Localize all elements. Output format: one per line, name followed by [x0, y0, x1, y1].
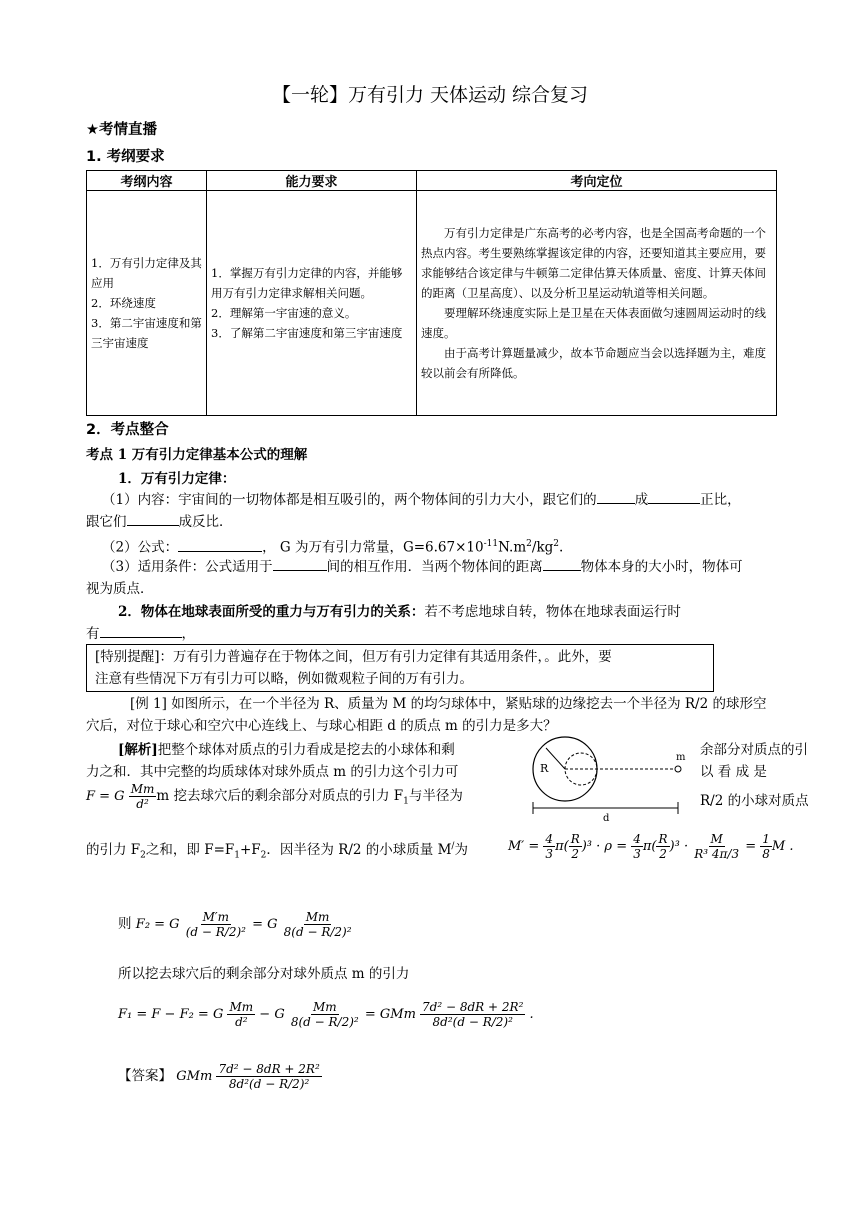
table-cell-direction [417, 191, 777, 416]
blank-6[interactable] [100, 623, 182, 638]
gravity-relation-line2: 有 ， [86, 622, 195, 646]
subsection-points: 2．考点整合 [86, 422, 169, 438]
formula-F1-line [118, 1000, 534, 1029]
section-header: ★考情直播 [86, 122, 157, 138]
radius-line [546, 748, 565, 769]
table-cell-ability [207, 191, 417, 416]
direction-paragraph: 万有引力定律是广东高考的必考内容，也是全国高考命题的一个热点内容。考生要熟练掌握该定律的内容，还要知道其主要应用，要求能够结合该定律与牛顿第二定律估算天体质量、密度、计算天体间的距离（卫星高度）、以及分析卫星运动轨道等相关问题。 [421, 226, 766, 300]
formula-F2: F₂ = G $\frac{M'm}{\text{(d − R/2)²}}$ = G $\frac{Mm}{\text{8(d − R/2)²}}$ [135, 910, 352, 939]
blank-formula[interactable] [178, 537, 262, 552]
analysis-line1-right: 余部分对质点的引 [700, 742, 808, 758]
content-item: 3．第二宇宙速度和第三宇宙速度 [91, 316, 202, 350]
point-mass [675, 766, 681, 772]
blank-1[interactable] [597, 489, 635, 504]
blank-2[interactable] [648, 489, 700, 504]
law-condition-line1: （3）适用条件：公式适用于 间的相互作用．当两个物体间的距离 物体本身的大小时，物体可 [102, 555, 792, 579]
analysis-line2: 力之和．其中完整的均质球体对球外质点 m 的引力这个引力可 [86, 764, 459, 780]
law-content-line1: （1）内容：宇宙间的一切物体都是相互吸引的，两个物体间的引力大小，跟它们的 成 正比， [102, 488, 782, 512]
label-m: m [676, 752, 686, 763]
label-R: R [540, 762, 549, 775]
law-condition-line2: 视为质点． [86, 581, 154, 597]
blank-4[interactable] [273, 556, 327, 571]
table-header-content: 考纲内容 [87, 171, 207, 191]
blank-5[interactable] [543, 556, 581, 571]
direction-paragraph: 由于高考计算题量减少，故本节命题应当会以选择题为主，难度较以前会有所降低。 [421, 346, 766, 380]
content-item: 2．环绕速度 [91, 296, 156, 310]
analysis-line3-right: R/2 的小球对质点 [700, 793, 809, 809]
ability-item: 2．理解第一宇宙速的意义。 [211, 306, 357, 320]
subsection-syllabus: 1. 考纲要求 [86, 149, 165, 165]
ability-item: 1．掌握万有引力定律的内容，并能够用万有引力定律求解相关问题。 [211, 266, 403, 300]
analysis-line2-right: 以 看 成 是 [700, 764, 767, 780]
item-1-title: 1．万有引力定律： [118, 471, 236, 487]
formula-F2-line: 则 F₂ = G $\frac{M'm}{\text{(d − R/2)²}}$ = G $\frac{Mm}{\text{8(d − R/2)²}}$ [118, 910, 352, 939]
example-1-line1: [例 1] 如图所示，在一个半径为 R、质量为 M 的均匀球体中，紧贴球的边缘挖去一个半径为 R/2 的球形空 [130, 696, 767, 712]
table-cell-content [87, 191, 207, 416]
document-title: 【一轮】万有引力 天体运动 综合复习 [271, 84, 589, 106]
formula-F1: F₁ = F − F₂ = G $\frac{Mm}{\text{d²}}$ − G $\frac{Mm}{\text{8(d − R/2)²}}$ = GMm $\frac{\text{7d² − 8dR + 2R²}}{\text{8d²(d − R/2)²}}$ . [118, 1000, 534, 1029]
sphere-cavity-figure [510, 736, 700, 826]
analysis-line3: F = G $\frac{Mm}{\text{d²}}$ m 挖去球穴后的剩余部分对质点的引力 $F_1$与半径为 [86, 782, 463, 811]
analysis-line1: [解析]把整个球体对质点的引力看成是挖去的小球体和剩 [118, 742, 455, 758]
blank-3[interactable] [127, 511, 179, 526]
analysis-line4: 的引力 $F_2$之和，即 $F=F_1+F_2$．因半径为 R/2 的小球质量 M/为 [86, 841, 468, 861]
kaodian-1-heading: 考点 1 万有引力定律基本公式的理解 [86, 447, 308, 463]
so-line: 所以挖去球穴后的剩余部分对球外质点 m 的引力 [118, 966, 410, 982]
table-header-direction: 考向定位 [417, 171, 777, 191]
special-reminder-box: [特别提醒]：万有引力普遍存在于物体之间，但万有引力定律有其适用条件，。此外，要 注意有些情况下万有引力可以略，例如微观粒子间的万有引力。 [86, 644, 714, 692]
label-d: d [603, 813, 610, 824]
table-header-ability: 能力要求 [207, 171, 417, 191]
example-1-line2: 穴后，对位于球心和空穴中心连线上、与球心相距 d 的质点 m 的引力是多大？ [86, 718, 557, 734]
gravity-relation-line1: 2．物体在地球表面所受的重力与万有引力的关系：若不考虑地球自转，物体在地球表面运行时 [118, 604, 681, 620]
formula-answer: GMm $\frac{\text{7d² − 8dR + 2R²}}{\text{8d²(d − R/2)²}}$ [176, 1062, 320, 1091]
law-formula-line: （2）公式： ， G 为万有引力常量，$G=6.67\times 10^{-11}N.m^2/kg^2$. [102, 532, 563, 560]
law-content-line2: 跟它们 成反比． [86, 510, 233, 534]
answer-line: 【答案】 GMm $\frac{\text{7d² − 8dR + 2R²}}{\text{8d²(d − R/2)²}}$ [118, 1062, 320, 1091]
direction-paragraph: 要理解环绕速度实际上是卫星在天体表面做匀速圆周运动时的线速度。 [421, 306, 766, 340]
formula-F-GMm-d2: F = G $\frac{Mm}{\text{d²}}$ [86, 782, 155, 811]
syllabus-table [86, 170, 777, 416]
formula-small-sphere-mass: M′ = $\frac{4}{3}$ π( $\frac{R}{2}$ )³ · ρ = $\frac{4}{3}$ π( $\frac{R}{2}$ )³ · $\frac{M}{\text{R³ 4π/3}}$ = $\frac{1}{8}$ M . [508, 832, 794, 861]
content-item: 1．万有引力定律及其应用 [91, 256, 202, 290]
ability-item: 3．了解第二宇宙速度和第三宇宙速度 [211, 326, 403, 340]
